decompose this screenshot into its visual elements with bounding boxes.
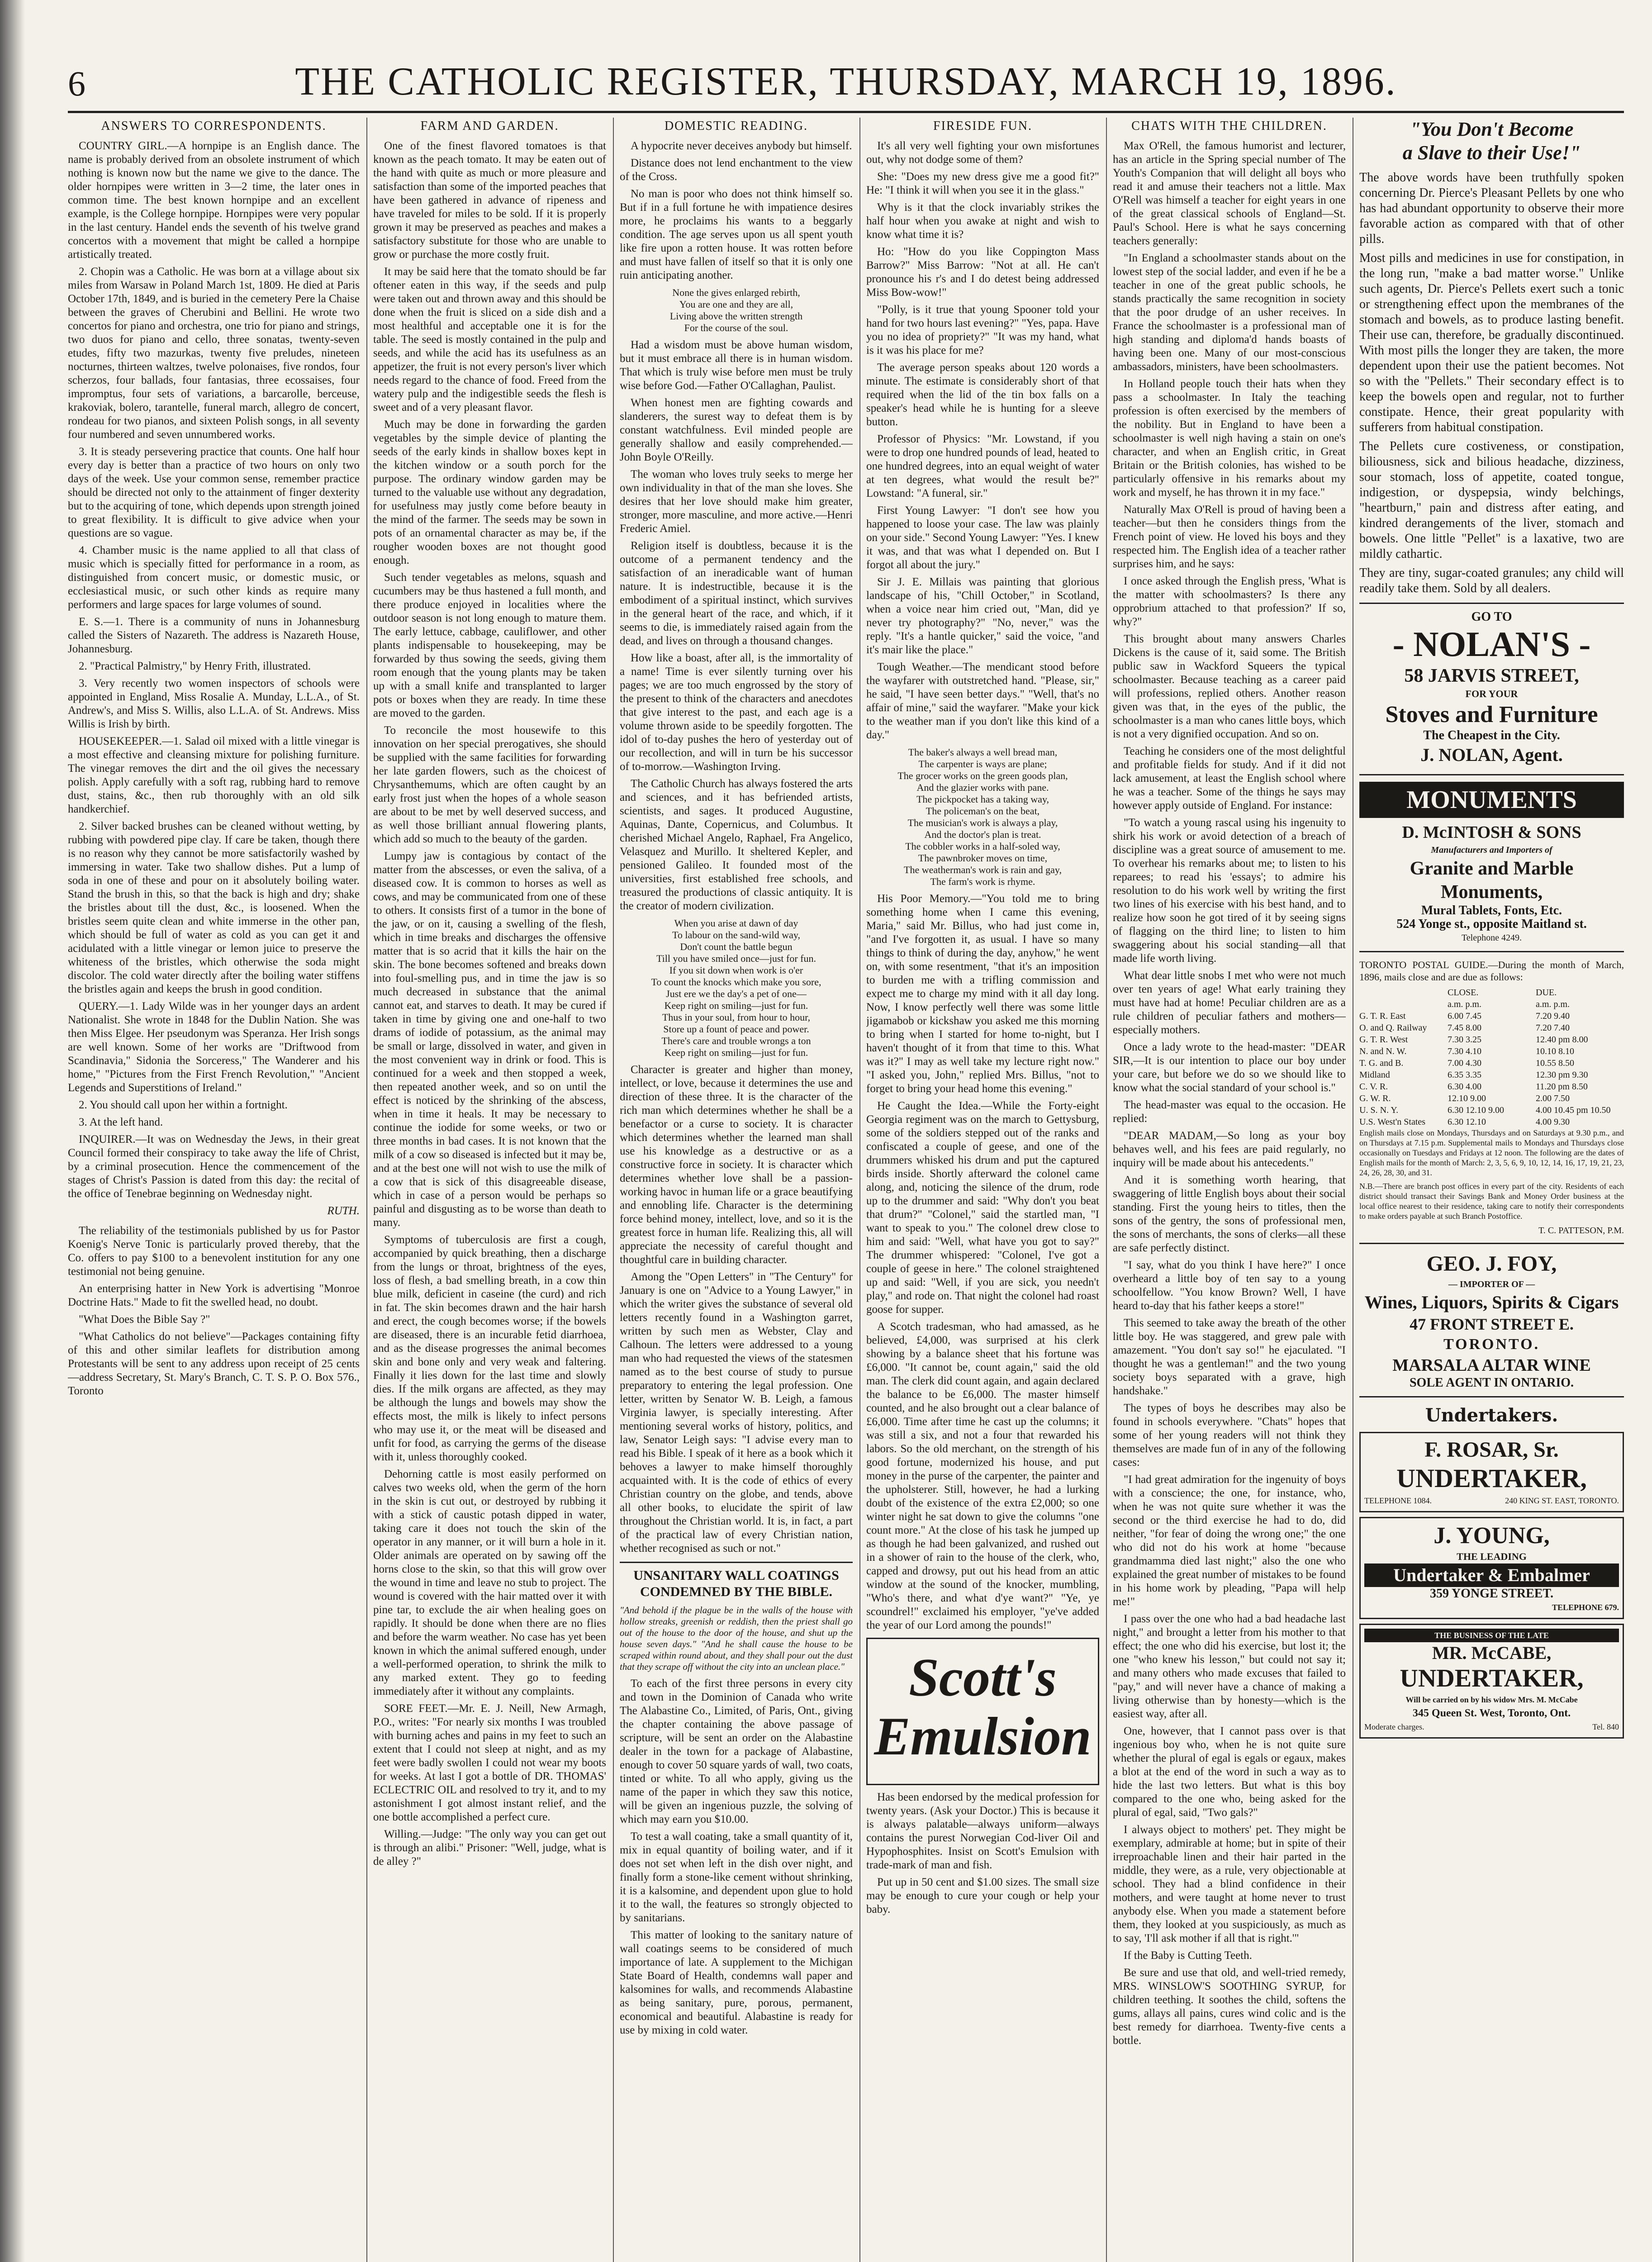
- foy-goods: Wines, Liquors, Spirits & Cigars: [1364, 1292, 1619, 1312]
- poem-line: Till you have smiled once—just for fun.: [656, 953, 816, 964]
- paragraph: Naturally Max O'Rell is proud of having been a teacher—but then he considers things from the French point of view. He loved his boys and they respected him. The English idea of a teacher rather surprises him, and he says:: [1113, 504, 1346, 570]
- postmaster-signature: T. C. PATTESON, P.M.: [1538, 1226, 1624, 1236]
- table-cell: 10.10 8.10: [1536, 1046, 1574, 1056]
- poem-line: Don't count the battle begun: [680, 941, 793, 952]
- newspaper-title: THE CATHOLIC REGISTER, THURSDAY, MARCH 19, 1896.: [295, 60, 1397, 104]
- table-cell: 6.00 7.45: [1448, 1011, 1481, 1021]
- nolan-goto: GO TO: [1471, 610, 1512, 624]
- foy-agent: SOLE AGENT IN ONTARIO.: [1409, 1376, 1574, 1390]
- poem-line: The carpenter is ways are plane;: [918, 758, 1047, 770]
- table-cell: T. G. and B.: [1359, 1058, 1404, 1068]
- monuments-goods-2: Mural Tablets, Fonts, Etc.: [1421, 903, 1562, 917]
- table-cell: 7.20 7.40: [1536, 1023, 1570, 1033]
- paragraph: Put up in 50 cent and $1.00 sizes. The small size may be enough to cure your cough or help your baby.: [866, 1876, 1099, 1915]
- foy-marsala: MARSALA ALTAR WINE: [1392, 1356, 1591, 1375]
- column-advertisements: [1359, 118, 1624, 2262]
- column-divider: [366, 118, 367, 2262]
- monuments-firm: D. McINTOSH & SONS: [1402, 823, 1581, 842]
- table-cell: [1359, 998, 1448, 1010]
- paragraph: A Scotch tradesman, who had amassed, as he believed, £4,000, was surprised at his clerk showing by a balance sheet that his fortune was £6,000. "It cannot be, count again," said the old man. The clerk did count again, and again declared the balance to be £6,000. The master himself counted, and he also brought out a clear balance of £6,000. Time after time he cast up the columns; it was still a six, and not a four that rewarded his labors. So the old merchant, on the strength of his good fortune, modernized his house, and put money in the purse of the carpenter, the painter and the upholsterer. Still, however, he had a lurking doubt of the existence of the extra £2,000; so one winter night he sat down to give the columns "one count more." At the close of his task he jumped up as though he had been galvanized, and rushed out in a shower of rain to the house of the clerk, who, capped and drowsy, put out his head from an attic window at the sound of the knocker, mumbling, "Who's there, and what d'ye want?" "Ye, ye scoundrel!" exclaimed his employer, "ye've added the year of our Lord among the pounds!": [866, 1321, 1099, 1631]
- ad-rule: [1359, 774, 1624, 775]
- paragraph: Ho: "How do you like Coppington Mass Barrow?" Miss Barrow: "Not at all. He can't pronounce his r's and I do detest being addressed Miss Bow-wow!": [866, 246, 1099, 299]
- paragraph: "What Does the Bible Say ?": [79, 1313, 210, 1326]
- column-chats-children: [1113, 118, 1346, 2262]
- paragraph: This brought about many answers Charles Dickens is the cause of it, said some. The British public saw in Wackford Squeers the typical schoolmaster. Because teaching as a career paid will professions, replied others. Another reason given was that, in the eyes of the public, the schoolmaster is a man who canes little boys, which is not a very dignified occupation. And so on.: [1113, 633, 1346, 740]
- paragraph: I always object to mothers' pet. They might be exemplary, admirable at home; but in spite of their irreproachable linen and their hair parted in the middle, they were, as a rule, very objectionable at school. They had a blind confidence in their mothers, and were taught at home never to trust anybody else. When you made a statement before them, they looked at you suspiciously, as much as to say, 'I'll ask mother if all that is right.'": [1113, 1824, 1346, 1944]
- paragraph: Among the "Open Letters" in "The Century" for January is one on "Advice to a Young Lawyer," in which the writer gives the substance of several old letters recently found in a Washington garret, written by such men as Webster, Clay and Calhoun. The letters were addressed to a young man who had requested the views of the statesmen named as to the best course of study to pursue preparatory to entering the legal profession. One letter, written by Senator W. B. Leigh, a famous Virginia lawyer, is specially interesting. After mentioning several works of history, politics, and law, Senator Leigh says: "I advise every man to read his Bible. I speak of it here as a book which it behoves a lawyer to make himself thoroughly acquainted with. It is the code of ethics of every Christian country on the globe, and tends, above all other books, to elucidate the spirit of law throughout the Christian world. It is, in fact, a part of the practical law of every Christian nation, whether recognised as such or not.": [620, 1271, 853, 1554]
- paragraph: Be sure and use that old, and well-tried remedy, MRS. WINSLOW'S SOOTHING SYRUP, for children teething. It soothes the child, softens the gums, allays all pains, cures wind colic and is the best remedy for diarrhoea. Twenty-five cents a bottle.: [1113, 1967, 1346, 2047]
- table-cell: G. T. R. East: [1359, 1011, 1406, 1021]
- paragraph: Teaching he considers one of the most delightful and profitable fields for study. And if it did not lack amusement, at least the English school where he was a teacher. Some of the things he says may however apply outside of England. For instance:: [1113, 745, 1346, 812]
- table-cell: 4.00 9.30: [1536, 1117, 1570, 1127]
- paragraph: She: "Does my new dress give me a good fit?" He: "I think it will when you see it in the glass.": [866, 171, 1099, 196]
- paragraph: To reconcile the most housewife to this innovation on her special prerogatives, she should be supplied with the same facilities for forwarding her late garden flowers, such as the choicest of Chrysanthemums, which are often caught by an early frost just when the hopes of a whole season are about to be met by well deserved success, and as well those brilliant annual flowering plants, which add so much to the beauty of the garden.: [373, 724, 606, 845]
- table-row: [1359, 1010, 1624, 1022]
- section-heading: FARM AND GARDEN.: [420, 119, 559, 133]
- table-cell: 6.30 12.10: [1448, 1117, 1486, 1127]
- table-cell: 6.30 4.00: [1448, 1082, 1481, 1092]
- alabastine-ad-heading: UNSANITARY WALL COATINGS CONDEMNED BY THE BIBLE.: [620, 1562, 853, 1600]
- rosar-ad: [1359, 1432, 1624, 1512]
- paragraph: Religion itself is doubtless, because it is the outcome of a permanent tendency and the satisfaction of an ineradicable want of human nature. It is indestructible, because it is the embodiment of a spiritual instinct, which survives in the general heart of the race, and which, if it seems to die, is immediately raised again from the dead, and lives on through a thousand changes.: [620, 540, 853, 647]
- column-domestic-reading: [620, 118, 853, 2262]
- poem-line: Thus in your soul, from hour to hour,: [662, 1012, 811, 1023]
- poem-line: Keep right on smiling—just for fun.: [664, 1047, 808, 1058]
- poem-line: The baker's always a well bread man,: [908, 746, 1058, 758]
- paragraph: Lumpy jaw is contagious by contact of the matter from the abscesses, or even the saliva, of a diseased cow. It is common to horses as well as cows, and may be communicated from one of these to others. It consists first of a tumor in the bone of the jaw, or on it, causing a swelling of the flesh, which in time breaks and discharges the offensive matter that is so acrid that it kills the hair on the skin. The bone becomes softened and breaks down into foul-smelling pus, and in time the jaw is so much decreased in substance that the animal cannot eat, and starves to death. It may be cured if taken in time by giving one and one-half to two drams of iodide of potassium, as the animal may be small or large, dissolved in water, and given in the most convenient way in drink or food. This is continued for a week and then stopped a week, then repeated another week, and so on until the effect is noticed by the shrinking of the abscess, when in time it heals. It may be necessary to continue the iodide for some weeks, or two or three months in bad cases. It is not known that the milk of a cow so diseased is infected but it may be, and at the best one will not wish to use the milk of a cow that is sick of this disagreeable disease, which in case of a person would be perhaps so painful and disgusting as to be worse than death to many.: [373, 850, 606, 1229]
- mccabe-ad: [1359, 1624, 1624, 1739]
- table-cell: U. S. N. Y.: [1359, 1105, 1399, 1115]
- paragraph: The above words have been truthfully spoken concerning Dr. Pierce's Pleasant Pellets by one who has had abundant opportunity to observe their more favorable action as compared with that of other pills.: [1359, 171, 1624, 246]
- paragraph: "In England a schoolmaster stands about on the lowest step of the social ladder, and even if he be a teacher in one of the great public schools, he stands practically the same recognition in society that the poor drudge of an usher receives. In France the schoolmaster is a professional man of high standing and diploma'd hands boasts of having been one. Many of our most-conscious ambassadors, ministers, have been schoolmasters.: [1113, 252, 1346, 373]
- scotts-wordmark: Scott's Emulsion: [874, 1647, 1092, 1766]
- table-cell: 7.30 4.10: [1448, 1046, 1481, 1056]
- table-row: [1359, 1116, 1624, 1128]
- poem-line: And the glazier works with pane.: [916, 782, 1049, 793]
- paragraph: The woman who loves truly seeks to merge her own individuality in that of the man she loves. She desires that her love should make him greater, stronger, more masculine, and more active.—Henri Frederic Amiel.: [620, 468, 853, 535]
- table-row: [1359, 1081, 1624, 1093]
- section-heading: ANSWERS TO CORRESPONDENTS.: [101, 119, 327, 133]
- paragraph: QUERY.—1. Lady Wilde was in her younger days an ardent Nationalist. She wrote in 1848 for the Dublin Nation. She was then Miss Elgee. Her pseudonym was Speranza. Her Irish songs are well known. Some of her works are "Driftwood from Scandinavia," Sidonia the Sorceress," The Wanderer and his home," "Pictures from the First French Revolution," "Ancient Legends and Superstitions of Ireland.": [68, 1000, 360, 1094]
- poem-line: For the course of the soul.: [684, 322, 788, 333]
- table-cell: 7.00 4.30: [1448, 1058, 1481, 1068]
- table-cell: 7.30 3.25: [1448, 1035, 1481, 1045]
- table-cell: O. and Q. Railway: [1359, 1023, 1427, 1033]
- foy-sub: — IMPORTER OF —: [1448, 1279, 1535, 1289]
- table-cell: CLOSE.: [1448, 988, 1479, 998]
- paragraph: Character is greater and higher than money, intellect, or love, because it determines the use and direction of these three. It is the character of the rich man which determines whether he shall be a benefactor or a curse to society. It is character which determines whether the learned man shall use his knowledge as a destructive or as a constructive force in society. It is character which determines whether love shall be a passion-working havoc in human life or a grace beautifying and ennobling life. Character is the determining force behind money, intellect, love, and so it is the greatest force in human life. Realizing this, all will appreciate the necessity of careful thought and thoughtful care in building character.: [620, 1064, 853, 1266]
- mccabe-address: 345 Queen St. West, Toronto, Ont.: [1412, 1707, 1571, 1719]
- nolan-goods: Stoves and Furniture: [1385, 702, 1598, 727]
- foy-name: GEO. J. FOY,: [1426, 1252, 1557, 1276]
- paragraph: It's all very well fighting your own misfortunes out, why not dodge some of them?: [866, 140, 1099, 166]
- paragraph: And it is something worth hearing, that swaggering of little English boys about their social standing. First the young heirs to titles, then the sons of the gentry, the sons of professional men, the sons of merchants, the sons of clerks—all these are safe perfectly distinct.: [1113, 1174, 1346, 1254]
- signature: RUTH.: [327, 1205, 360, 1217]
- table-cell: 10.55 8.50: [1536, 1058, 1574, 1068]
- paragraph: His Poor Memory.—"You told me to bring something home when I came this evening, Maria," said Mr. Billus, who had just come in, "and I've forgotten it, as usual. I have so many things to think of during the day, anyhow," he went on, with some resentment, "that it's an imposition to burden me with a trifling commission and expect me to charge my mind with it all day long. Now, I know perfectly well there was some little jigamabob or kickshaw you asked me this morning to bring when I started for home to-night, but I haven't thought of it from that time to this. What was it?" I may as well take my lecture right now." "I asked you, John," replied Mrs. Billus, "not to forget to bring your head home this evening.": [866, 893, 1099, 1095]
- table-row: [1359, 1069, 1624, 1081]
- paragraph: One of the finest flavored tomatoes is that known as the peach tomato. It may be eaten out of the hand with quite as much or more pleasure and satisfaction than some of the imported peaches that have been gathered in advance of ripeness and have traveled for miles to be sold. If it is properly grown it may be preserved as peaches and makes a satisfactory substitute for those who are unable to grow or purchase the more costly fruit.: [373, 140, 606, 261]
- poem-line: You are one and they are all,: [679, 299, 793, 310]
- table-cell: G. T. R. West: [1359, 1035, 1408, 1045]
- poem-line: If you sit down when work is o'er: [669, 965, 803, 976]
- paragraph: 2. "Practical Palmistry," by Henry Frith, illustrated.: [79, 660, 311, 672]
- table-cell: a.m. p.m.: [1448, 999, 1481, 1009]
- poem-line: To count the knocks which make you sore,: [651, 976, 821, 988]
- poem-line: The policeman's on the beat,: [926, 805, 1040, 817]
- table-cell: 12.40 pm 8.00: [1536, 1035, 1588, 1045]
- poem-line: When you arise at dawn of day: [674, 917, 798, 929]
- table-cell: 6.30 12.10 9.00: [1448, 1105, 1504, 1115]
- paragraph: The Catholic Church has always fostered the arts and sciences, and it has befriended artists, scientists, and sages. It produced Augustine, Aquinas, Dante, Copernicus, and Columbus. It cherished Michael Angelo, Raphael, Fra Angelico, Velasquez and Murillo. It sheltered Kepler, and pensioned Galileo. It founded most of the universities, first established free schools, and treasured the productions of classic antiquity. It is the creator of modern civilization.: [620, 778, 853, 912]
- table-cell: 2.00 7.50: [1536, 1093, 1570, 1103]
- foy-address: 47 FRONT STREET E.: [1410, 1315, 1574, 1333]
- poem-line: To labour on the sand-wild way,: [672, 929, 800, 941]
- paragraph: Most pills and medicines in use for constipation, in the long run, "make a bad matter worse." Unlike such agents, Dr. Pierce's Pellets exert such a tonic or strengthening effect upon the membranes of the stomach and bowels, as to produce lasting benefit. Their use can, therefore, be gradually discontinued. With most pills the longer they are taken, the more dependent upon their use the patient becomes. Not so with the "Pellets." Their secondary effect is to keep the bowels open and regular, not to further constipate. Hence, their great popularity with sufferers from habitual constipation.: [1359, 251, 1624, 434]
- paragraph: Distance does not lend enchantment to the view of the Cross.: [620, 157, 853, 183]
- page-number: 6: [68, 64, 85, 103]
- poem-line: The cobbler works in a half-soled way,: [905, 841, 1060, 852]
- column-divider: [859, 118, 860, 2262]
- paragraph: The reliability of the testimonials published by us for Pastor Koenig's Nerve Tonic is particularly proved thereby, that the Co. offers to pay $100 to a benevolent institution for any one testimonial not being genuine.: [68, 1225, 360, 1278]
- monuments-ad: [1359, 782, 1624, 945]
- table-cell: 12.10 9.00: [1448, 1093, 1486, 1103]
- poem-line: Just ere we the day's a pet of one—: [666, 988, 807, 999]
- paragraph: N.B.—There are branch post offices in every part of the city. Residents of each district should transact their Savings Bank and Money Order business at the local office nearest to their residence, taking care to notify their correspondents to make orders payable at such Branch Postoffice.: [1359, 1182, 1624, 1221]
- table-cell: [1359, 987, 1448, 998]
- postal-guide-header: [1359, 987, 1624, 998]
- paragraph: A hypocrite never deceives anybody but himself.: [631, 140, 852, 152]
- paragraph: It may be said here that the tomato should be far oftener eaten in this way, if the seeds and pulp were taken out and thrown away and this should be done when the fruit is sliced on a side dish and a most healthful and acceptable one it is for the table. The seed is mostly contained in the pulp and seeds, and while the acid has its usefulness as an appetizer, the fruit is not every person's liver which needs regard to the chance of food. Freed from the watery pulp and the indigestible seeds the flesh is sweet and of a very pleasant flavor.: [373, 266, 606, 413]
- poem: [620, 287, 853, 334]
- poem-line: Store up a fount of peace and power.: [663, 1023, 809, 1035]
- ad-rule: [1359, 603, 1624, 604]
- rosar-title: UNDERTAKER,: [1396, 1464, 1587, 1493]
- nolan-tagline: The Cheapest in the City.: [1423, 728, 1560, 742]
- undertakers-heading: Undertakers.: [1425, 1405, 1558, 1426]
- column-farm-garden: [373, 118, 606, 2262]
- paragraph: 4. Chamber music is the name applied to all that class of music which is specially fitted for performance in a room, as distinguished from concert music, or domestic music, or ecclesiastical music, or such other kinds as require many performers and large spaces for large volumes of sound.: [68, 544, 360, 611]
- mccabe-name: MR. McCABE,: [1432, 1643, 1552, 1663]
- paragraph: They are tiny, sugar-coated granules; any child will readily take them. Sold by all dealers.: [1359, 566, 1624, 595]
- table-cell: 7.45 8.00: [1448, 1023, 1481, 1033]
- paragraph: English mails close on Mondays, Thursdays and on Saturdays at 9.30 p.m., and on Thursdays at 7.15 p.m. Supplemental mails to Mondays and Thursdays close occasionally on Tuesdays and Fridays at 12 noon. The following are the dates of English mails for the month of March: 2, 3, 5, 6, 9, 10, 12, 14, 16, 17, 19, 21, 23, 24, 26, 28, 30, and 31.: [1359, 1128, 1624, 1177]
- nolan-agent: J. NOLAN, Agent.: [1420, 745, 1563, 765]
- foy-ad: [1359, 1250, 1624, 1390]
- poem-line: The musician's work is always a play,: [907, 817, 1058, 828]
- paragraph: How like a boast, after all, is the immortality of a name! Time is ever silently turning over his pages; we are too much engrossed by the story of the present to think of the characters and anecdotes that give interest to the past, and each age is a volume thrown aside to be speedily forgotten. The idol of to-day pushes the hero of yesterday out of our recollection, and will in turn be his successor of to-morrow.—Washington Irving.: [620, 652, 853, 773]
- paragraph: Why is it that the clock invariably strikes the half hour when you awake at night and wish to know what time it is?: [866, 201, 1099, 241]
- paragraph: Symptoms of tuberculosis are first a cough, accompanied by quick breathing, then a discharge from the lungs or throat, brightness of the eyes, loss of flesh, a bad smelling breath, in a cow thin blue milk, deficient in caseine (the curd) and rich in fat. The skin becomes drawn and the hair harsh and erect, the cough becomes worse; if the bowels are diseased, there is an incurable fetid diarrhoea, and as the disease progresses the animal becomes skin and bone only and very weak and faltering. Finally it lies down for the last time and slowly dies. If the milk organs are affected, as they may be although the lungs and bowels may show the effects most, the milk is likely to infect persons who may use it, or the meat will be diseased and unfit for food, as carrying the germs of the disease with it, unless thoroughly cooked.: [373, 1234, 606, 1463]
- postal-guide-subheader: [1359, 998, 1624, 1010]
- mccabe-telephone: Tel. 840: [1592, 1722, 1619, 1731]
- scotts-emulsion-logo: [866, 1638, 1099, 1785]
- paragraph: 2. Silver backed brushes can be cleaned without wetting, by rubbing with powdered pipe clay. If care be taken, though there is no reason why they cannot be more satisfactorily washed by immersing in water. Take two shallow dishes. Put a lump of soda in one of these and pour on it absolutely boiling water. Stand the brush in this, so that the back is high and dry; shake the bristles about till the dust, &c., is loosened. When the bristles seem quite clean and white immerse in the other pan, which should be full of water as cold as you can get it and acidulated with a little vinegar or lemon juice to preserve the whiteness of the bristles, which otherwise the soda might discolor. The cold water directly after the boiling water stiffens the bristles again and keeps the brush in good condition.: [68, 820, 360, 995]
- table-cell: 6.35 3.35: [1448, 1070, 1481, 1080]
- monuments-address: 524 Yonge st., opposite Maitland st.: [1396, 917, 1587, 931]
- paragraph: Tough Weather.—The mendicant stood before the wayfarer with outstretched hand. "Please, sir," he said, "I have seen better days." "Well, that's no affair of mine," said the wayfarer. "Make your kick to the weather man if you don't like this kind of a day.": [866, 661, 1099, 741]
- young-title: Undertaker & Embalmer: [1364, 1563, 1619, 1587]
- table-cell: 11.20 pm 8.50: [1536, 1082, 1588, 1092]
- paragraph: "To watch a young rascal using his ingenuity to shirk his work or avoid detection of a breach of discipline was a great source of amusement to me. To overhear his remarks about me; to listen to his reparees; to read his 'essays'; to admire his resolution to do his work well by writing the first two lines of his exercise with his best hand, and to realize how soon he got tired of it by seeing signs of flagging on the third line; to listen to him swaggering about his social standing—all that made life worth living.: [1113, 817, 1346, 965]
- paragraph: In Holland people touch their hats when they pass a schoolmaster. In Italy the teaching profession is often exercised by the members of the nobility. But in England to have been a schoolmaster is well nigh having a stain on one's character, and when an English critic, in Great Britain or the British colonies, has wished to be particularly offensive in his remarks about my work and myself, he has thrown it in my face.": [1113, 378, 1346, 499]
- column-answers: [68, 118, 360, 2262]
- poem-line: Keep right on smiling—just for fun.: [664, 1000, 808, 1011]
- rosar-address: 240 KING ST. EAST, TORONTO.: [1505, 1496, 1619, 1505]
- poem-line: The pawnbroker moves on time,: [918, 852, 1048, 864]
- paragraph: One, however, that I cannot pass over is that ingenious boy who, when he is not quite sure whether the plural of egal is egals or egaux, makes a blot at the end of the word in such a way as to hide the last two letters. But what is this boy compared to the one who, being asked for the plural of egal, said, "Two gals?": [1113, 1725, 1346, 1819]
- column-fireside-fun: [866, 118, 1099, 2262]
- poem-line: None the gives enlarged rebirth,: [672, 287, 800, 298]
- poem-line: There's care and trouble wrongs a ton: [661, 1035, 811, 1046]
- table-row: [1359, 1093, 1624, 1104]
- table-cell: G. W. R.: [1359, 1093, 1391, 1103]
- table-row: [1359, 1022, 1624, 1034]
- paragraph: This matter of looking to the sanitary nature of wall coatings seems to be considered of much importance of late. A supplement to the Michigan State Board of Health, condemns wall paper and kalsomines for walls, and recommends Alabastine as being sanitary, pure, porous, permanent, economical and beautiful. Alabastine is ready for use by mixing in cold water.: [620, 1929, 853, 2036]
- foy-city: TORONTO.: [1443, 1336, 1540, 1353]
- young-telephone: TELEPHONE 679.: [1552, 1603, 1619, 1612]
- paragraph: Once a lady wrote to the head-master: "DEAR SIR,—It is our intention to place our boy under your care, but before we do so we should like to know what the social standard of your school is.": [1113, 1041, 1346, 1094]
- paragraph: 3. At the left hand.: [79, 1116, 163, 1128]
- bible-quote: "And behold if the plague be in the walls of the house with hollow streaks, greenish or reddish, then the priest shall go out of the house to the door of the house, and shut up the house seven days." "And he shall cause the house to be scraped within round about, and they shall pour out the dust that they scrape off without the city into an unclean place.": [620, 1605, 853, 1672]
- paragraph: If the Baby is Cutting Teeth.: [1124, 1949, 1252, 1962]
- paragraph: "I had great admiration for the ingenuity of boys with a conscience; the one, for instance, who, when he was not quite sure whether it was the second or the third exercise he had to do, did neither, "for fear of doing the wrong one;" the one who did not do his work at home "because grandmamma died last night;" also the one who explained the great number of mistakes to be found in his home work by pleading, "Papa will help me!": [1113, 1473, 1346, 1608]
- table-row: [1359, 1034, 1624, 1045]
- paragraph: 3. Very recently two women inspectors of schools were appointed in England, Miss Rosalie A. Munday, L.L.A., of St. Andrew's, and Miss S. Willis, also L.L.A. of St. Andrews. Miss Willis is Irish by birth.: [68, 677, 360, 730]
- table-cell: a.m. p.m.: [1536, 999, 1570, 1009]
- paragraph: Professor of Physics: "Mr. Lowstand, if you were to drop one hundred pounds of lead, heated to one hundred degrees, into an equal weight of water at ten degrees, what would the result be?" Lowstand: "A funeral, sir.": [866, 433, 1099, 499]
- poem-line: The pickpocket has a taking way,: [916, 794, 1049, 805]
- paragraph: To test a wall coating, take a small quantity of it, mix in equal quantity of boiling water, and if it does not set when left in the dish over night, and finally form a stone-like cement without shrinking, it is a kalsomine, and dependent upon glue to hold it to the wall, the features so strongly objected to by sanitarians.: [620, 1830, 853, 1924]
- ad-rule: [1359, 951, 1624, 952]
- poem-line: And the doctor's plan is treat.: [924, 829, 1041, 840]
- section-heading: DOMESTIC READING.: [664, 119, 808, 133]
- table-cell: DUE.: [1536, 988, 1557, 998]
- table-cell: N. and N. W.: [1359, 1046, 1407, 1056]
- paragraph: I once asked through the English press, 'What is the matter with schoolmasters? Is there any opprobrium attached to that profession?' If so, why?": [1113, 575, 1346, 628]
- paragraph: An enterprising hatter in New York is advertising "Monroe Doctrine Hats." Made to fit the swelled head, no doubt.: [68, 1283, 360, 1308]
- column-divider: [613, 118, 614, 2262]
- paragraph: The average person speaks about 120 words a minute. The estimate is considerably short of that required when the lid of the tin box falls on a speaker's head while he is hunting for a sleeve button.: [866, 361, 1099, 428]
- paragraph: Sir J. E. Millais was painting that glorious landscape of his, "Chill October," in Scotland, when a voice near him cried out, "Man, did ye never try photography?" "No, never," was the reply. "It's a hantle quicker," said the voice, "and it's mair like the place.": [866, 576, 1099, 656]
- paragraph: "DEAR MADAM,—So long as your boy behaves well, and his fees are paid regularly, no inquiry will be made about his antecedents.": [1113, 1130, 1346, 1169]
- paragraph: Such tender vegetables as melons, squash and cucumbers may be thus hastened a full month, and there produce enjoyed in localities where the outdoor season is not long enough to mature them. The early lettuce, cabbage, cauliflower, and other plants indispensable to housekeeping, may be forwarded by thus sowing the seeds, giving them room enough that the young plants may be taken up with a small knife and transplanted to larger pots or boxes when they are ready. In time these are moved to the garden.: [373, 571, 606, 719]
- paragraph: "What Catholics do not believe"—Packages containing fifty of this and other similar leaflets for distribution among Protestants will be sent to any address upon receipt of 25 cents—address Secretary, St. Mary's Branch, C. T. S. P. O. Box 576., Toronto: [68, 1331, 360, 1397]
- poem-line: The grocer works on the green goods plan,: [897, 770, 1068, 781]
- paragraph: The head-master was equal to the occasion. He replied:: [1113, 1099, 1346, 1125]
- section-heading: CHATS WITH THE CHILDREN.: [1131, 119, 1327, 133]
- paragraph: INQUIRER.—It was on Wednesday the Jews, in their great Council formed their conspiracy to take away the life of Christ, by a criminal prosecution. Hence the commencement of the stages of Christ's Passion is dated from this day: the recital of the office of Tenebrae beginning on Wednesday night.: [68, 1133, 360, 1200]
- rosar-telephone: TELEPHONE 1084.: [1364, 1496, 1432, 1505]
- table-row: [1359, 1104, 1624, 1116]
- pierce-ad-headline: "You Don't Become: [1410, 118, 1574, 140]
- paragraph: "Polly, is it true that young Spooner told your hand for two hours last evening?" "Yes, papa. Have you no idea of propriety?" "It was my hand, what is it was his place for me?: [866, 304, 1099, 356]
- monuments-goods: Granite and Marble Monuments,: [1410, 858, 1574, 903]
- monuments-title: MONUMENTS: [1359, 782, 1624, 818]
- paragraph: Max O'Rell, the famous humorist and lecturer, has an article in the Spring special number of The Youth's Companion that will delight all boys who read it and amuse their teachers not a little. Max O'Rell was himself a teacher for eight years in one of the great classical schools of England—St. Paul's School. Here is what he says concerning teachers generally:: [1113, 140, 1346, 247]
- nolan-name: - NOLAN'S -: [1392, 624, 1591, 664]
- masthead-rule: [68, 111, 1624, 113]
- postal-guide-title: TORONTO POSTAL GUIDE.—During the month of March, 1896, mails close and are due as follows:: [1359, 959, 1624, 983]
- paragraph: "I say, what do you think I have here?" I once overheard a little boy of ten say to a young schoolfellow. "You know Brown? Well, I have heard to-day that his father keeps a store!": [1113, 1259, 1346, 1312]
- masthead: [68, 59, 1624, 109]
- nolan-address: 58 JARVIS STREET,: [1404, 665, 1579, 686]
- paragraph: No man is poor who does not think himself so. But if in a full fortune he with impatience desires more, he proclaims his wants to a beggarly condition. The age serves upon us all spent youth like fire upon a rotten house. It was rotten before and must have fallen of itself so that it is only one ruin anticipating another.: [620, 188, 853, 281]
- scan-edge-shadow: [0, 0, 25, 2262]
- paragraph: 2. You should call upon her within a fortnight.: [79, 1099, 288, 1111]
- paragraph: He Caught the Idea.—While the Forty-eight Georgia regiment was on the march to Gettysburg, some of the soldiers stepped out of the ranks and confiscated a couple of geese, and one of the drummers whisked his drum and put the captured birds inside. Shortly afterward the colonel came along, and, noticing the silence of the drum, rode up to the drummer and said: "Why don't you beat that drum?" "Colonel," said the startled man, "I want to speak to you." The colonel drew close to him and said: "Well, what have you got to say?" The drummer whispered: "Colonel, I've got a couple of geese in here." The colonel straightened up and said: "Well, if you are sick, you needn't play," and rode on. That night the colonel had roast goose for supper.: [866, 1100, 1099, 1316]
- rosar-name: F. ROSAR, Sr.: [1424, 1438, 1559, 1462]
- mccabe-sub: Will be carried on by his widow Mrs. M. McCabe: [1405, 1695, 1578, 1704]
- young-ad: [1359, 1517, 1624, 1619]
- table-row: [1359, 1057, 1624, 1069]
- paragraph: I pass over the one who had a bad headache last night," and brought a letter from his mother to that effect; the one who did his exercise, but lost it; the one "who knew his lesson," but could not say it; and many others who made excuses that failed to "pay," and will never have a chance of making a living otherwise than by honesty—which is the easiest way, after all.: [1113, 1613, 1346, 1720]
- paragraph: The Pellets cure costiveness, or constipation, biliousness, sick and bilious headache, dizziness, sour stomach, loss of appetite, coated tongue, indigestion, or dyspepsia, windy belchings, "heartburn," pain and distress after eating, and kindred derangements of the liver, stomach and bowels. One little "Pellet" is a laxative, two are mildly cathartic.: [1359, 439, 1624, 561]
- poem-line: The weatherman's work is rain and gay,: [904, 864, 1062, 875]
- paragraph: 3. It is steady persevering practice that counts. One half hour every day is better than a practice of two hours on only two days of the week. Use your common sense, remember practice should be directed not only to the attainment of finger dexterity but to the acquiring of tone, which depends upon strength joined to great flexibility. It is difficult to give advice when your questions are so vague.: [68, 446, 360, 539]
- paragraph: The types of boys he describes may also be found in schools everywhere. "Chats" hopes that some of her young readers will not think they themselves are made fun of in any of the following cases:: [1113, 1402, 1346, 1468]
- paragraph: This seemed to take away the breath of the other little boy. He was staggered, and grew pale with amazement. "You don't say so!" he ejaculated. "I thought he was a gentleman!" and the two young society boys separated with a grave, high handshake.": [1113, 1317, 1346, 1397]
- poem: [620, 917, 853, 1059]
- paragraph: Dehorning cattle is most easily performed on calves two weeks old, when the germ of the horn in the skin is cut out, or destroyed by rubbing it with a stick of caustic potash dipped in water, taking care it does not touch the skin of the operator in any manner, or it will burn a hole in it. Older animals are operated on by sawing off the horns close to the skin, so that this will grow over the wound in time and leave no stub to project. The wound is covered with the hair matted over it with pine tar, to exclude the air when healing goes on rapidly. It should be done when there are no flies and before the warm weather. No case has yet been known in which the animal suffered enough, under a well-performed operation, to shrink the milk to any marked extent. They go to feeding immediately after it without any complaints.: [373, 1468, 606, 1697]
- mccabe-head: THE BUSINESS OF THE LATE: [1364, 1629, 1619, 1642]
- table-cell: 12.30 pm 9.30: [1536, 1070, 1588, 1080]
- postal-guide: [1359, 959, 1624, 1236]
- paragraph: E. S.—1. There is a community of nuns in Johannesburg called the Sisters of Nazareth. The address is Nazareth House, Johannesburg.: [68, 616, 360, 655]
- column-divider: [1106, 118, 1107, 2262]
- paragraph: HOUSEKEEPER.—1. Salad oil mixed with a little vinegar is a most effective and cleansing mixture for polishing furniture. The vinegar removes the dirt and the oil gives the necessary polish. Apply carefully with a soft rag, rubbing hard to remove dust, stains, &c., then rub thoroughly with an old silk handkerchief.: [68, 735, 360, 815]
- paragraph: To each of the first three persons in every city and town in the Dominion of Canada who write The Alabastine Co., Limited, of Paris, Ont., giving the chapter containing the above passage of scripture, will be sent an order on the Alabastine dealer in the town for a package of Alabastine, enough to cover 50 square yards of wall, two coats, tinted or white. To all who apply, giving us the name of the paper in which they saw this notice, will be given an ingenious puzzle, the solving of which may earn you $10.00.: [620, 1677, 853, 1825]
- pierce-ad-headline-2: a Slave to their Use!": [1402, 142, 1581, 164]
- monuments-telephone: Telephone 4249.: [1461, 933, 1522, 943]
- section-heading: FIRESIDE FUN.: [933, 119, 1032, 133]
- paragraph: SORE FEET.—Mr. E. J. Neill, New Armagh, P.O., writes: "For nearly six months I was troubled with burning aches and pains in my feet to such an extent that I could not sleep at night, and as my feet were badly swollen I could not wear my boots for weeks. At last I got a bottle of DR. THOMAS' ECLECTRIC OIL and resolved to try it, and to my astonishment I got almost instant relief, and the one bottle accomplished a perfect cure.: [373, 1702, 606, 1823]
- paragraph: When honest men are fighting cowards and slanderers, the surest way to defeat them is by constant watchfulness. Evil minded people are generally shallow and easily comprehended.—John Boyle O'Reilly.: [620, 397, 853, 463]
- table-cell: Midland: [1359, 1070, 1390, 1080]
- paragraph: COUNTRY GIRL.—A hornpipe is an English dance. The name is probably derived from an obsolete instrument of which nothing is known now but the name we give to the dance. The older hornpipes were written in 3—2 time, the later ones in common time. The best known hornpipe and an excellent example, is the College hornpipe. Hornpipes were very popular in the last century. Handel ends the seventh of his twelve grand concertos with a movement that might be called a hornpipe artistically treated.: [68, 140, 360, 261]
- young-lead: THE LEADING: [1457, 1551, 1527, 1562]
- poem-line: Living above the written strength: [669, 310, 803, 322]
- monuments-sub: Manufacturers and Importers of: [1431, 845, 1552, 855]
- young-name: J. YOUNG,: [1434, 1523, 1550, 1549]
- paragraph: Much may be done in forwarding the garden vegetables by the simple device of planting the seeds of the early kinds in shallow boxes kept in the kitchen window or a south porch for the purpose. The ordinary window garden may be turned to the valuable use without any degradation, for usefulness may justly come before beauty in the mind of the farmer. The seeds may be sown in pots of an ornamental character as may be, if the rougher wooden boxes are not thought good enough.: [373, 418, 606, 566]
- paragraph: 2. Chopin was a Catholic. He was born at a village about six miles from Warsaw in Poland March 1st, 1809. He died at Paris October 17th, 1849, and is buried in the cemetery Pere la Chaise between the graves of Cherubini and Bellini. He wrote two concertos for piano and orchestra, one trio for piano and strings, two duos for piano and cello, three sonatas, twenty-seven etudes, fifty two mazurkas, twenty five preludes, nineteen nocturnes, thirteen waltzes, twelve polonaises, five rondos, four scherzos, four ballads, four fantasias, three ecossaises, four impromptus, four sets of variations, a barcarolle, berceuse, krakoviak, bolero, tarantelle, funeral march, allegro de concert, rondeau for two pianos, and sixteen Polish songs, in all seventy four numbered and seven unnumbered works.: [68, 266, 360, 441]
- nolan-ad: [1359, 610, 1624, 768]
- table-cell: 7.20 9.40: [1536, 1011, 1570, 1021]
- table-cell: C. V. R.: [1359, 1082, 1388, 1092]
- table-row: [1359, 1045, 1624, 1057]
- table-cell: U.S. West'n States: [1359, 1117, 1426, 1127]
- table-cell: 4.00 10.45 pm 10.50: [1536, 1105, 1611, 1115]
- poem: [866, 746, 1099, 888]
- paragraph: Willing.—Judge: "The only way you can get out is through an alibi." Prisoner: "Well, judge, what is de alley ?": [373, 1828, 606, 1868]
- ad-rule: [1359, 1243, 1624, 1244]
- young-address: 359 YONGE STREET.: [1429, 1587, 1554, 1601]
- mccabe-charges: Moderate charges.: [1364, 1722, 1424, 1731]
- paragraph: Has been endorsed by the medical profession for twenty years. (Ask your Doctor.) This is because it is always palatable—always uniform—always contains the purest Norwegian Cod-liver Oil and Hypophosphites. Insist on Scott's Emulsion with trade-mark of man and fish.: [866, 1791, 1099, 1871]
- paragraph: Had a wisdom must be above human wisdom, but it must embrace all there is in human wisdom. That which is truly wise before men must be truly wise before God.—Father O'Callaghan, Paulist.: [620, 339, 853, 392]
- poem-line: The farm's work is rhyme.: [930, 876, 1035, 887]
- mccabe-title: UNDERTAKER,: [1400, 1664, 1584, 1692]
- nolan-for: FOR YOUR: [1465, 688, 1518, 699]
- paragraph: First Young Lawyer: "I don't see how you happened to loose your case. The law was plainly on your side." Second Young Lawyer: "Yes. I knew it was, and that was what I depended on. But I forgot all about the jury.": [866, 504, 1099, 571]
- paragraph: What dear little snobs I met who were not much over ten years of age! What early training they must have had at home! Peculiar children are as a rule children of peculiar fathers and mothers—especially mothers.: [1113, 969, 1346, 1036]
- ad-rule: [1359, 1396, 1624, 1397]
